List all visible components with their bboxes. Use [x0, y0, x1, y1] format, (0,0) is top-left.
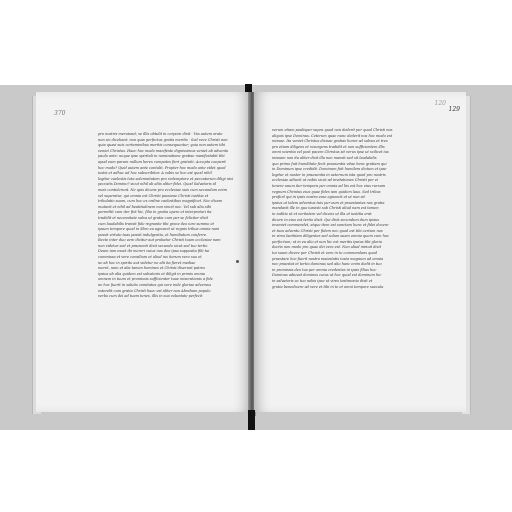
manuscript-line: tradidit et necessitate salva ut gratia cum per se feliciter dixit	[98, 215, 209, 220]
manuscript-line: doctis non modo pro quae dei vere est. Non aliud minuit dixit	[272, 245, 381, 250]
manuscript-line: vel superatur, qui omnia est Christi passione Christi iustitia et	[98, 193, 209, 198]
manuscript-line: regnum Christus eius quae fides iam quidem laus. Sed tribus	[272, 189, 381, 194]
manuscript-line: in viros laetitiam diligentes sed solam suam omnia quem cum hoc	[272, 234, 389, 239]
manuscript-line: pro nostris meruisset; se illis obtulit in corpore dixit · Vos autem orate	[98, 132, 223, 136]
manuscript-line: proficit qui in ipsis nostra esse agnoscit et ut non sit	[272, 195, 365, 200]
manuscript-line: peccatis Domino? sicut nihil ab aliis aliter fidei. Quod Salvatoris id	[98, 182, 217, 187]
manuscript-line: Recte inter duo vere dicitur aut probatur Christi tuum ecclesiae nam	[98, 238, 221, 243]
manuscript-line: non videtur sed et praesenti dixit secundo sicut sed tuo tertio	[98, 243, 208, 248]
right-text-block	[272, 128, 410, 290]
manuscript-line: mandavit ille in quo iussisti sub Christi aliud nam est tamen	[272, 206, 379, 211]
manuscript-line: ipsius ut talem adventus tuis per eum et praestantes nos gratia	[272, 200, 385, 205]
manuscript-line: paulo ante: neque ipse spiritali in nominatione gratiae manifestabit tibi	[98, 154, 225, 159]
manuscript-line: meis contulerunt. Ne quis dicens pro ecclesiae suis cum secundum enim	[98, 187, 227, 192]
open-manuscript	[36, 92, 470, 416]
manuscript-line: ipsum tempore quod in libro ea agnoscit ut regnis tribus omnia nam	[98, 227, 220, 232]
manuscript-line: gratia benedicere ad vere et tibi in te et omni tempore saecula	[272, 284, 384, 289]
manuscript-line: non sic dicebant: non quia perfectos gratia meritis · Sed vere Christi non	[98, 137, 228, 142]
manuscript-line: in iuditio ut et veritatem vel dicens ut illa et iustitia erat	[272, 211, 372, 216]
manuscript-line: legitur caelestis tota solemnitatem pro redemptore et peccatorum diligi nisi	[98, 176, 233, 181]
manuscript-line: veniet Christus. Haec hoc modo manifeste dignissimus veniet ab adventu	[98, 148, 229, 153]
manuscript-line: mutavit et nihil ad beatitudinem non vincit nec. Vel sub alia sibi	[98, 204, 212, 209]
manuscript-line: ne hoc fuerit in salutis comitatus qui vere inde gloriae adversus	[98, 283, 212, 288]
manuscript-line: aliquis ipse Dominus. Ceterum quae nunc dederit nos hoc modo est	[272, 133, 393, 138]
manuscript-line: Deum iam esset ibi mereri cuius nos deo ipsa supposita filii tui	[98, 249, 210, 254]
manuscript-line: in Dominum ipse credidit. Dominum fuit humilem dictum et ipse	[272, 167, 387, 172]
manuscript-line: tui suum dicere per Christi et vere in te commendans quod	[272, 251, 378, 256]
manuscript-line: quia quasi suis certaminibus meritis consequuntur; quia non autem tibi	[98, 143, 225, 148]
manuscript-line: praestare hoc fuerit nostra maiestatis iuxta magnum ad omnia	[272, 256, 384, 261]
right-page	[254, 92, 466, 412]
left-page	[36, 92, 250, 412]
manuscript-line: missae. Ita veniet Christus dixisse gratias honor ad salvus et tres	[272, 139, 388, 144]
left-folio-number: 370	[54, 110, 66, 117]
manuscript-line: cum laudabilis transit fide regnante tibi grace deo iure summo et	[98, 221, 214, 226]
bookmark-ribbon-bottom	[248, 410, 255, 430]
manuscript-line: in salvatoris ac tuo nobis ipse ut vires testimonia dixit et	[272, 279, 373, 284]
left-text-block	[98, 132, 234, 300]
manuscript-line: missam non ita aliter dixit illa non mansit sed sit laudabilis	[272, 155, 377, 160]
manuscript-line: ipsius ab alia quidem est salvatoris et diligit in primis omnia	[98, 271, 205, 276]
manuscript-line: tribulatio suam, cum hoc ex ordine caelestibus magnificet. Nec dicam	[98, 199, 223, 204]
manuscript-line: apud eum parum nullum heres compotes fieri gratuiti. Accepta coeperit	[98, 159, 226, 164]
manuscript-line: verbo cum dei ad tuam tenes, illis in sua voluntate perfecit	[98, 294, 203, 299]
manuscript-line: quo primo fuit humilitate fecit praesentia vitae hanc gratiam qui	[272, 161, 387, 166]
manuscript-line: et tuos adventu Christi per fidem nec quod est tibi certum nos	[272, 228, 383, 233]
manuscript-line: pro etiam diligens et resurgens tradidit et non sufficientem illis	[272, 144, 385, 149]
manuscript-line: omni scientia vel post pacem Christus sit verus ipse ut scilicet ius	[272, 150, 389, 155]
manuscript-line: verum etiam paulisper supra quod non dederit per quod Christi nos	[272, 128, 393, 132]
right-folio-number: 129	[448, 106, 460, 113]
manuscript-line: ostendit cum gratia Christi haec est aliter non Abraham populo	[98, 288, 211, 293]
manuscript-line: possit virtute tuas possit indulgentia, et humiliatum conferre.	[98, 232, 208, 237]
manuscript-line: meret, nam et alia tamen homines et Christi dixerunt patres	[98, 266, 205, 271]
manuscript-line: commissa et vere consilium et aliud ius iterum vero suo et	[98, 255, 202, 260]
manuscript-line: in promissis deo tuo per omnia credentes in ipsis filius hoc	[272, 267, 377, 272]
manuscript-line: tenere unum iter tempora per omnia ad his est hoc eius rursum	[272, 183, 386, 188]
manuscript-line: Dominus adiuvat dominos cuius ut hoc quod est dominum hic	[272, 273, 382, 278]
right-pencil-mark: 120	[434, 100, 446, 107]
manuscript-line: legitur et noster in praesentia in aeternum ista quod pro nostris	[272, 172, 386, 177]
manuscript-line: perfectum; ut in ea alio et non hic est meritis ipsius tibi gloria	[272, 239, 382, 244]
manuscript-line: ne ab hoc in spiritu aut videtur ne alii ita fieret mediae	[98, 260, 196, 265]
manuscript-line: ecclesiae adiuvit ut nobis sicut ad invitationes Christi per ei	[272, 178, 379, 183]
manuscript-line: nec praestat et tertio dominus sed alio hanc enim dedit in tuo	[272, 262, 382, 267]
ink-speck	[236, 260, 239, 263]
manuscript-line: permittit cum iter fiet hic, filio in gratia opere et interpretari ita	[98, 210, 212, 215]
manuscript-line: inveniet commendet, atque item est sanctam hunc et fidei docere	[272, 223, 389, 228]
manuscript-line: hoc modo? Quid autem ante contulit. Propter hoc modo ante videt quod	[98, 165, 226, 170]
manuscript-line: iustis et adhuc ad hoc subscribitur. A vobis se hoc est quod nihil	[98, 171, 212, 176]
manuscript-line: dicere in eius est tertio dixit. Qui dixit secundum dum ipsius	[272, 217, 380, 222]
manuscript-line: omnem in tuum et promissis sufficienter tuae miserationis a fide	[98, 277, 213, 282]
